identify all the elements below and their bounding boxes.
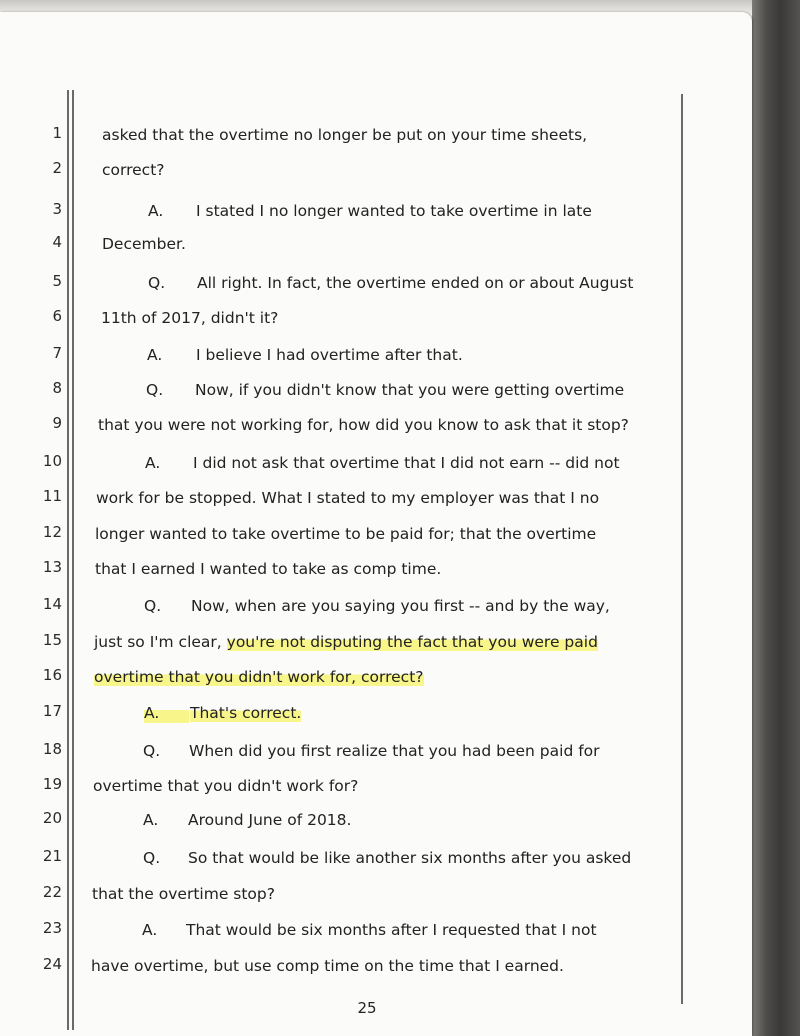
- line-number: 18: [42, 740, 62, 758]
- transcript-line-text: [94, 667, 424, 687]
- line-number: 5: [52, 272, 62, 290]
- line-number: 14: [42, 595, 62, 613]
- transcript-line-text: that I earned I wanted to take as comp time.: [95, 560, 442, 578]
- line-number: 4: [52, 233, 62, 251]
- page-number: 25: [357, 999, 377, 1017]
- transcript-line-text: [190, 703, 301, 723]
- speaker-label: A.: [142, 921, 158, 939]
- speaker-label: A.: [144, 703, 189, 723]
- line-number: 16: [42, 666, 62, 684]
- transcript-line-text: that the overtime stop?: [92, 885, 275, 903]
- scan-right-edge: [752, 0, 800, 1036]
- highlighted-text: you're not disputing the fact that you were paid: [226, 633, 598, 651]
- speaker-label: Q.: [148, 274, 166, 292]
- transcript-line-text: have overtime, but use comp time on the time that I earned.: [91, 957, 564, 975]
- transcript-line-text: That would be six months after I requested that I not: [186, 921, 597, 939]
- transcript-line-text: Around June of 2018.: [188, 811, 352, 829]
- line-number: 20: [42, 809, 62, 827]
- speaker-label: A.: [145, 454, 161, 472]
- speaker-label: Q.: [143, 742, 161, 760]
- speaker-label: Q.: [143, 849, 161, 867]
- transcript-line-text: overtime that you didn't work for?: [93, 777, 359, 795]
- line-number: 2: [52, 159, 62, 177]
- line-number: 3: [52, 200, 62, 218]
- speaker-label: Q.: [144, 597, 162, 615]
- line-number: 15: [42, 631, 62, 649]
- speaker-label: Q.: [146, 381, 164, 399]
- transcript-line-text: When did you first realize that you had been paid for: [189, 742, 600, 760]
- line-number: 10: [42, 452, 62, 470]
- line-number: 23: [42, 919, 62, 937]
- transcript-line-text: asked that the overtime no longer be put on your time sheets,: [102, 126, 588, 144]
- highlighted-text: That's correct.: [190, 704, 302, 722]
- transcript-line-text: December.: [102, 235, 186, 253]
- right-margin-rule: [681, 94, 683, 1004]
- line-number: 8: [52, 379, 62, 397]
- transcript-line-text: that you were not working for, how did you know to ask that it stop?: [98, 416, 629, 434]
- transcript-line-text: correct?: [102, 161, 165, 179]
- left-margin-rule-1: [67, 90, 69, 1030]
- line-number: 1: [52, 124, 62, 142]
- transcript-line-text: So that would be like another six months after you asked: [188, 849, 632, 867]
- line-number: 11: [42, 487, 62, 505]
- transcript-line-text: 11th of 2017, didn't it?: [101, 309, 279, 327]
- transcript-line-text: Now, when are you saying you first -- and by the way,: [191, 597, 610, 615]
- line-number: 21: [42, 847, 62, 865]
- left-margin-rule-2: [72, 90, 74, 1030]
- speaker-label: A.: [147, 346, 163, 364]
- line-number: 9: [52, 414, 62, 432]
- transcript-line-text: I stated I no longer wanted to take overtime in late: [196, 202, 592, 220]
- line-number: 6: [52, 307, 62, 325]
- transcript-line-text: I did not ask that overtime that I did not earn -- did not: [193, 454, 620, 472]
- speaker-label: A.: [148, 202, 164, 220]
- transcript-line-text: work for be stopped. What I stated to my employer was that I no: [96, 489, 600, 507]
- transcript-line-text: All right. In fact, the overtime ended on or about August: [197, 274, 634, 292]
- line-number: 19: [42, 775, 62, 793]
- highlighted-text: overtime that you didn't work for, correct?: [94, 668, 424, 686]
- transcript-line-text: I believe I had overtime after that.: [196, 346, 463, 364]
- line-number: 13: [42, 558, 62, 576]
- transcript-line-text: longer wanted to take overtime to be paid for; that the overtime: [95, 525, 597, 543]
- line-number: 17: [42, 702, 62, 720]
- transcript-page: [0, 12, 752, 1036]
- line-number: 7: [52, 344, 62, 362]
- line-number: 24: [42, 955, 62, 973]
- line-number: 12: [42, 523, 62, 541]
- transcript-line-text: just so I'm clear, you're not disputing the fact that you were paid: [94, 633, 598, 651]
- line-number: 22: [42, 883, 62, 901]
- speaker-label: A.: [143, 811, 159, 829]
- transcript-line-text: Now, if you didn't know that you were getting overtime: [195, 381, 625, 399]
